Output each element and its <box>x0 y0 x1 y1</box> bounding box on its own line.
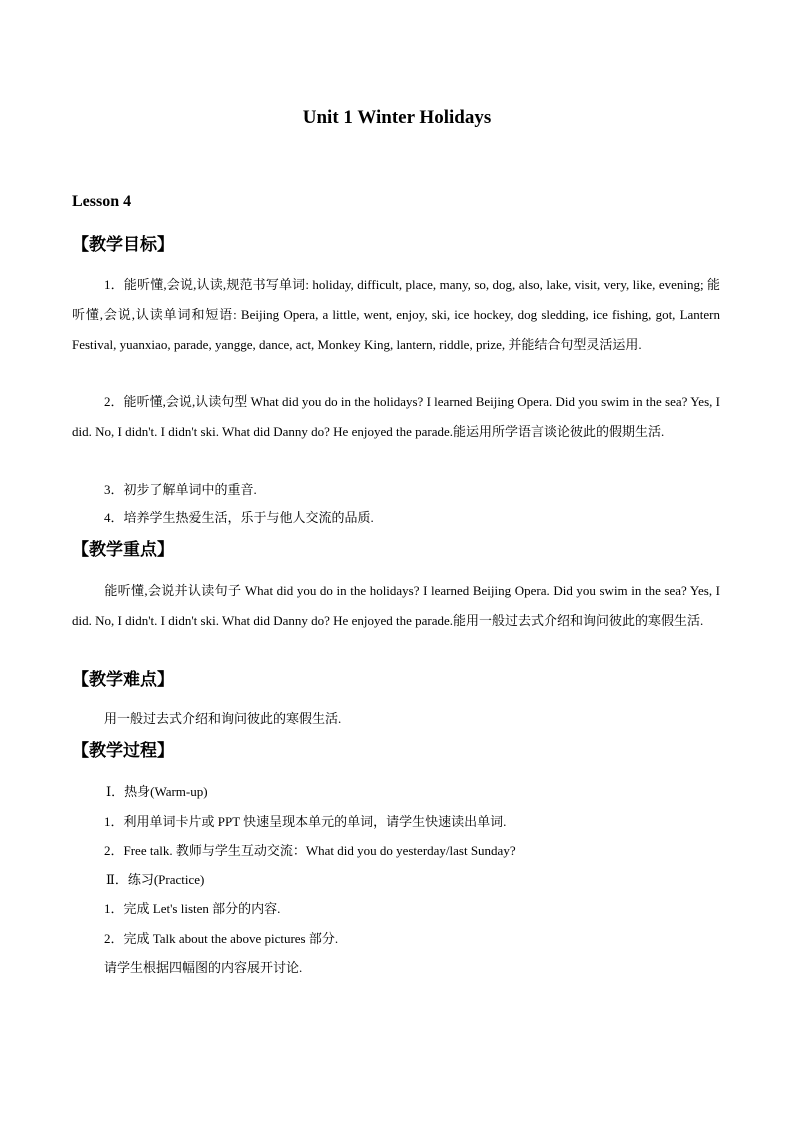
practice-note: 请学生根据四幅图的内容展开讨论. <box>104 960 303 975</box>
heading-key-points: 【教学重点】 <box>72 540 174 560</box>
difficulties-text: 用一般过去式介绍和询问彼此的寒假生活. <box>104 711 342 726</box>
key-points-body: 能听懂,会说并认读句子 What did you do in the holidays? I learned Beijing Opera. Did you swim in the sea? Yes, I did. No, I didn't. I didn't ski. What did Danny do? He enjoyed the parade.能用一般过去式介绍和询问彼此的寒假生活. <box>72 583 720 628</box>
goal-item-3: 3．初步了解单词中的重音. <box>104 482 257 497</box>
heading-difficulties: 【教学难点】 <box>72 670 174 690</box>
lesson-label: Lesson 4 <box>72 193 132 210</box>
goal-item-1 <box>72 270 720 360</box>
document-title: Unit 1 Winter Holidays <box>302 107 492 128</box>
goal-item-4: 4．培养学生热爱生活，乐于与他人交流的品质. <box>104 510 374 525</box>
goal-item-2 <box>72 387 720 447</box>
key-points-text <box>72 576 720 636</box>
heading-teaching-process: 【教学过程】 <box>72 741 174 761</box>
practice-item-1: 1．完成 Let's listen 部分的内容. <box>104 901 281 916</box>
goal-item-1-text: 1．能听懂,会说,认读,规范书写单词: holiday, difficult, place, many, so, dog, also, lake, visit, very, like, evening; 能听懂,会说,认读单词和短语: Beijing Opera, a little, went, enjoy, ski, ice hockey, dog sledding, ice fishing, got, Lantern Festival, yuanxiao, parade, yangge, dance, act, Monkey King, lantern, riddle, prize, 并能结合句型灵活运用. <box>72 277 720 352</box>
goal-item-2-text: 2．能听懂,会说,认读句型 What did you do in the holidays? I learned Beijing Opera. Did you swim in the sea? Yes, I did. No, I didn't. I didn't ski. What did Danny do? He enjoyed the parade.能运用所学语言谈论彼此的假期生活. <box>72 394 720 439</box>
section-practice-title: Ⅱ．练习(Practice) <box>106 872 205 887</box>
section-warm-up-title: Ⅰ．热身(Warm-up) <box>106 784 208 799</box>
warm-up-item-1: 1．利用单词卡片或 PPT 快速呈现本单元的单词，请学生快速读出单词. <box>104 814 507 829</box>
practice-item-2: 2．完成 Talk about the above pictures 部分. <box>104 931 339 946</box>
warm-up-item-2: 2．Free talk. 教师与学生互动交流：What did you do yesterday/last Sunday? <box>104 843 516 858</box>
heading-teaching-goals: 【教学目标】 <box>72 235 174 255</box>
